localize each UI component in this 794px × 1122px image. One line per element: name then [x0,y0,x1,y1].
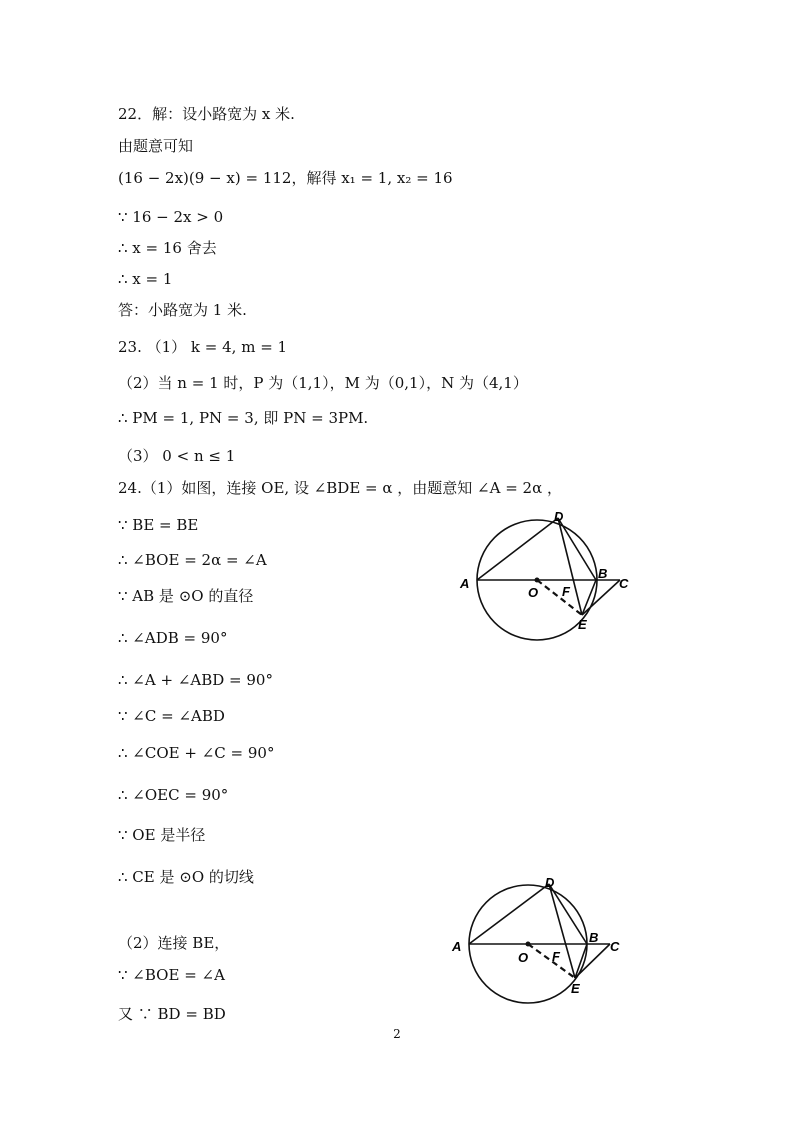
text-line: 22．解：设小路宽为 x 米. [118,105,295,123]
label-d1: D [554,509,564,524]
text-line: （3） 0 < n ≤ 1 [118,447,236,465]
text-line: （2）连接 BE， [118,934,230,952]
text-line: ∴ PM = 1, PN = 3, 即 PN = 3PM. [118,409,369,427]
label-b1: B [598,566,608,581]
label-a2: A [452,939,462,954]
text-line: 答：小路宽为 1 米. [118,301,247,319]
text-line: ∴ x = 1 [118,270,173,288]
text-line: ∴ ∠BOE = 2α = ∠A [118,551,267,569]
text-line: 又 ∵ BD = BD [118,1005,226,1023]
text-line: (16 − 2x)(9 − x) = 112，解得 x₁ = 1, x₂ = 16 [118,169,453,187]
label-c2: C [610,939,620,954]
text-line: ∵ ∠C = ∠ABD [118,707,225,725]
label-a1: A [460,576,470,591]
label-d2: D [545,875,555,890]
text-line: ∴ ∠OEC = 90° [118,786,229,804]
label-f2: F [552,949,560,964]
text-line: ∵ BE = BE [118,516,199,534]
page-number: 2 [393,1027,401,1041]
text-line: 23. （1） k = 4, m = 1 [118,338,288,356]
label-f1: F [562,584,570,599]
label-b2: B [589,930,599,945]
circle-o [477,520,597,640]
label-e1: E [578,617,587,632]
text-line: ∴ ∠COE + ∠C = 90° [118,744,275,762]
label-e2: E [571,981,580,996]
text-line: ∴ x = 16 舍去 [118,239,217,257]
text-line: ∵ AB 是 ⊙O 的直径 [118,587,254,605]
text-line: 由题意可知 [118,137,194,155]
text-line: ∴ ∠ADB = 90° [118,629,228,647]
label-c1: C [619,576,629,591]
text-line: ∴ ∠A + ∠ABD = 90° [118,671,273,689]
circle-o-2 [469,885,587,1003]
label-o2: O [518,950,529,965]
text-line: ∵ ∠BOE = ∠A [118,966,225,984]
label-o1: O [528,585,539,600]
text-line: 24.（1）如图，连接 OE, 设 ∠BDE = α ，由题意知 ∠A = 2α ， [118,479,563,497]
dashed-oe [537,580,582,615]
text-line: ∵ OE 是半径 [118,826,206,844]
text-line: （2）当 n = 1 时，P 为（1,1），M 为（0,1），N 为（4,1） [118,374,528,392]
text-line: ∴ CE 是 ⊙O 的切线 [118,868,254,886]
text-line: ∵ 16 − 2x > 0 [118,208,224,226]
